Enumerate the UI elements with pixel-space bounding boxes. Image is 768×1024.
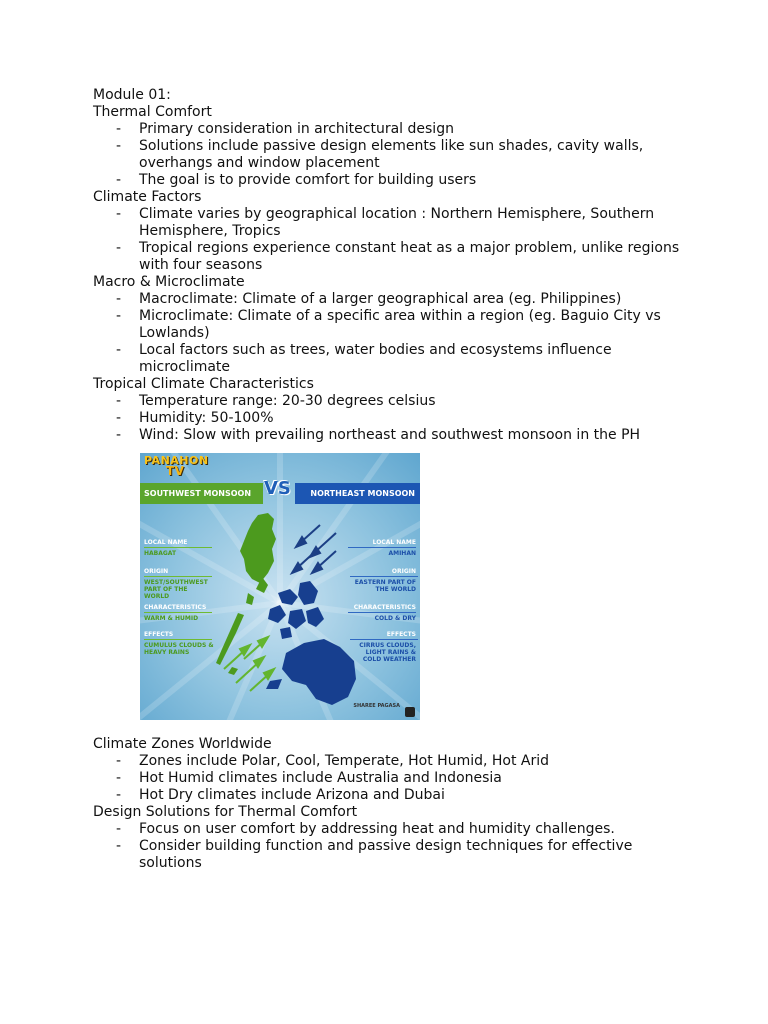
left-origin: ORIGIN WEST/SOUTHWEST PART OF THE WORLD	[144, 568, 214, 600]
bullet-dash: -	[116, 172, 122, 188]
bullet-text: The goal is to provide comfort for building users	[139, 172, 477, 188]
bullet-text: Solutions include passive design elements like sun shades, cavity walls, overhangs and window placement	[139, 138, 644, 171]
bullet-list	[93, 393, 693, 444]
right-effects: EFFECTS CIRRUS CLOUDS, LIGHT RAINS & COLD WEATHER	[350, 631, 416, 663]
image-credit: SHAREE PAGASA	[353, 703, 400, 709]
bullet-item	[93, 342, 693, 376]
bullet-text: Tropical regions experience constant heat as a major problem, unlike regions with four seasons	[139, 240, 680, 273]
pagasa-logo-icon	[405, 707, 415, 717]
bullet-list	[93, 753, 693, 804]
bullet-list	[93, 291, 693, 376]
bullet-text: Zones include Polar, Cool, Temperate, Hot Humid, Hot Arid	[139, 753, 550, 769]
left-effects: EFFECTS CUMULUS CLOUDS & HEAVY RAINS	[144, 631, 214, 656]
bullet-item	[93, 770, 693, 787]
bullet-text: Consider building function and passive design techniques for effective solutions	[139, 838, 633, 871]
bullet-dash: -	[116, 308, 122, 324]
bullet-item	[93, 410, 693, 427]
bullet-list	[93, 121, 693, 189]
vs-label: VS	[264, 478, 291, 499]
bullet-dash: -	[116, 342, 122, 358]
bullet-dash: -	[116, 240, 122, 256]
bullet-item	[93, 121, 693, 138]
section-heading: Design Solutions for Thermal Comfort	[93, 804, 358, 820]
bullet-dash: -	[116, 291, 122, 307]
section-heading: Climate Zones Worldwide	[93, 736, 272, 752]
section-heading: Thermal Comfort	[93, 104, 212, 120]
left-local-name: LOCAL NAME HABAGAT	[144, 539, 212, 557]
sections-before-figure	[93, 87, 693, 444]
bullet-text: Temperature range: 20-30 degrees celsius	[139, 393, 436, 409]
section-heading: Tropical Climate Characteristics	[93, 376, 314, 392]
bullet-item	[93, 787, 693, 804]
monsoon-infographic	[140, 453, 420, 720]
bullet-text: Climate varies by geographical location : Northern Hemisphere, Southern Hemisphere, Tropics	[139, 206, 655, 239]
section-heading: Climate Factors	[93, 189, 202, 205]
bullet-item	[93, 172, 693, 189]
bullet-item	[93, 427, 693, 444]
southwest-monsoon-banner: SOUTHWEST MONSOON	[140, 483, 263, 504]
bullet-dash: -	[116, 393, 122, 409]
left-characteristics: CHARACTERISTICS WARM & HUMID	[144, 604, 212, 622]
bullet-dash: -	[116, 427, 122, 443]
bullet-dash: -	[116, 410, 122, 426]
northeast-monsoon-banner: NORTHEAST MONSOON	[295, 483, 420, 504]
bullet-dash: -	[116, 206, 122, 222]
document-body	[93, 87, 693, 872]
bullet-dash: -	[116, 138, 122, 154]
section-heading: Module 01:	[93, 87, 171, 103]
bullet-text: Hot Humid climates include Australia and Indonesia	[139, 770, 502, 786]
bullet-text: Microclimate: Climate of a specific area within a region (eg. Baguio City vs Lowlands)	[139, 308, 661, 341]
bullet-dash: -	[116, 838, 122, 854]
bullet-dash: -	[116, 787, 122, 803]
bullet-text: Focus on user comfort by addressing heat and humidity challenges.	[139, 821, 615, 837]
bullet-item	[93, 206, 693, 240]
bullet-dash: -	[116, 770, 122, 786]
bullet-text: Wind: Slow with prevailing northeast and southwest monsoon in the PH	[139, 427, 641, 443]
bullet-item	[93, 240, 693, 274]
bullet-text: Primary consideration in architectural design	[139, 121, 454, 137]
bullet-item	[93, 838, 693, 872]
bullet-item	[93, 393, 693, 410]
bullet-item	[93, 308, 693, 342]
bullet-item	[93, 138, 693, 172]
sections-after-figure	[93, 736, 693, 872]
bullet-text: Macroclimate: Climate of a larger geographical area (eg. Philippines)	[139, 291, 622, 307]
bullet-list	[93, 821, 693, 872]
right-origin: ORIGIN EASTERN PART OF THE WORLD	[350, 568, 416, 593]
panahon-tv-logo: PANAHON TV	[144, 454, 209, 478]
bullet-dash: -	[116, 753, 122, 769]
bullet-text: Humidity: 50-100%	[139, 410, 274, 426]
bullet-list	[93, 206, 693, 274]
bullet-dash: -	[116, 821, 122, 837]
bullet-item	[93, 753, 693, 770]
bullet-dash: -	[116, 121, 122, 137]
right-characteristics: CHARACTERISTICS COLD & DRY	[348, 604, 416, 622]
bullet-text: Local factors such as trees, water bodies and ecosystems influence microclimate	[139, 342, 612, 375]
bullet-item	[93, 821, 693, 838]
bullet-item	[93, 291, 693, 308]
right-local-name: LOCAL NAME AMIHAN	[348, 539, 416, 557]
section-heading: Macro & Microclimate	[93, 274, 245, 290]
bullet-text: Hot Dry climates include Arizona and Dubai	[139, 787, 445, 803]
